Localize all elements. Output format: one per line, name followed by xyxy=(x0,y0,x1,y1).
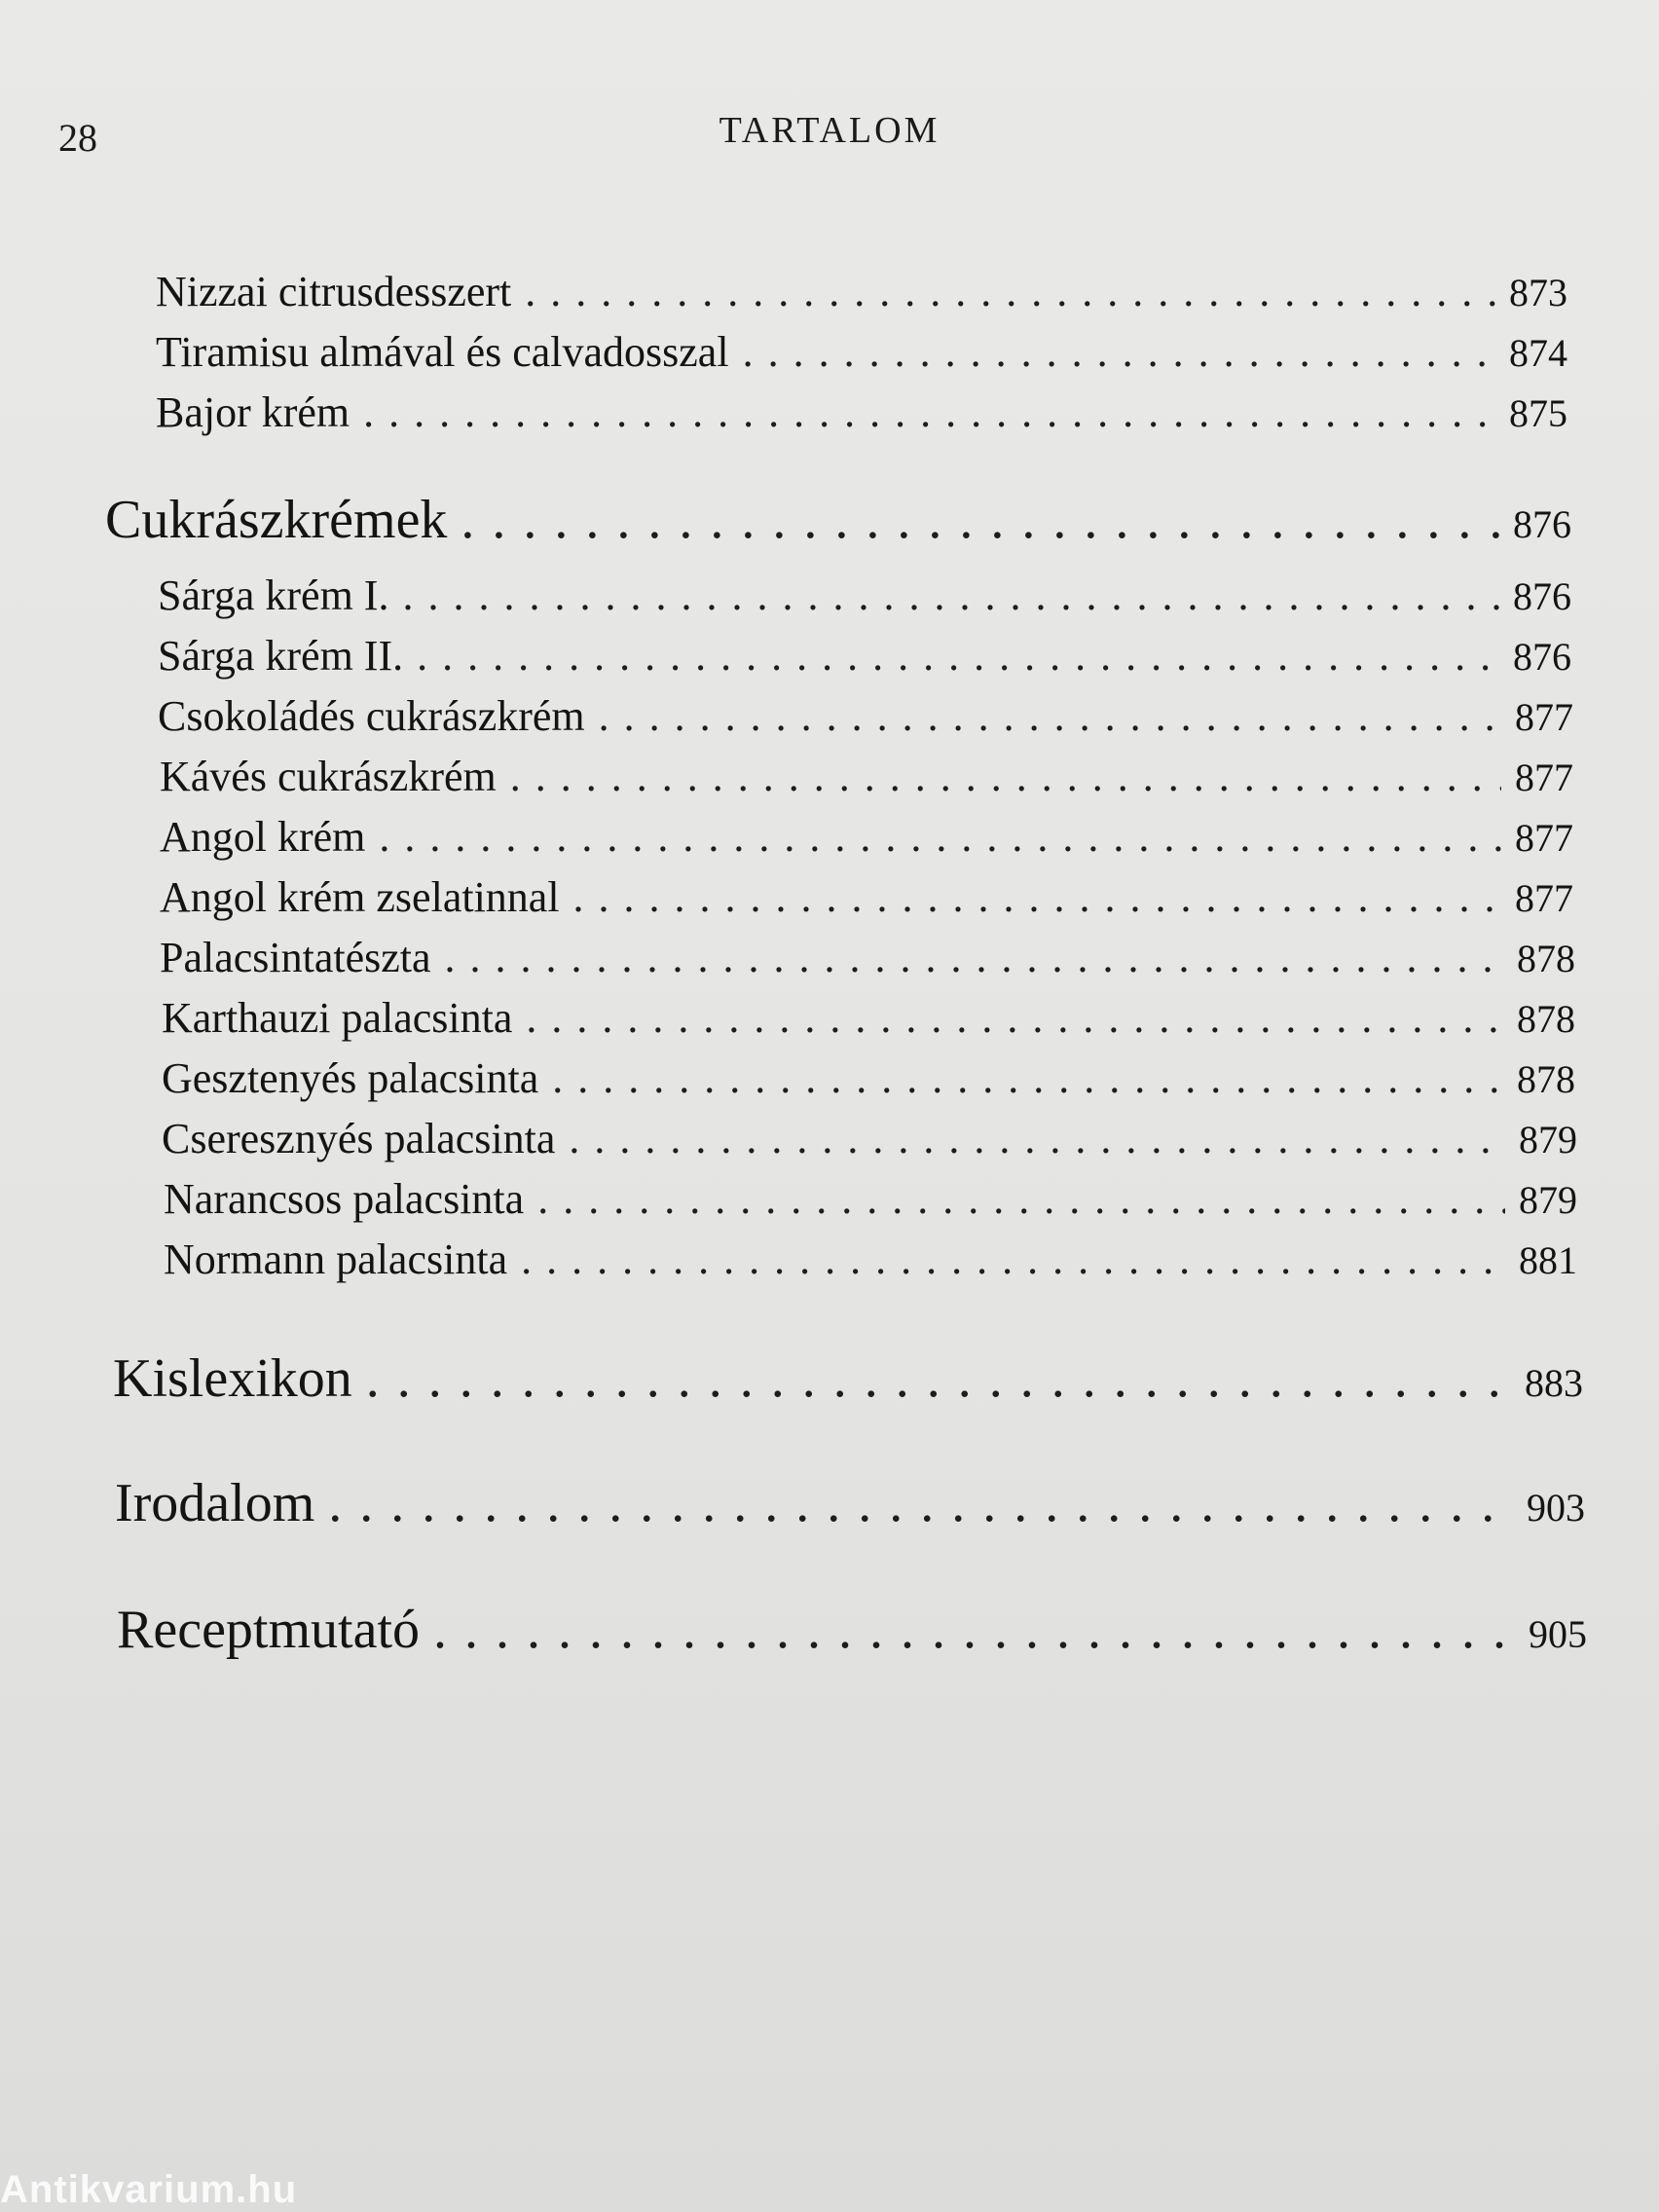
toc-entry-title: Palacsintatészta xyxy=(160,934,431,981)
toc-entry-page: 876 xyxy=(1513,574,1571,618)
toc-entry xyxy=(156,387,1567,437)
toc-entry xyxy=(162,1114,1577,1163)
page-number: 28 xyxy=(58,116,97,160)
toc-entry-title: Kávés cukrászkrém xyxy=(160,753,497,800)
toc-entry-title: Cseresznyés palacsinta xyxy=(162,1115,556,1162)
dot-leader xyxy=(537,1174,1505,1224)
toc-section-title: Irodalom xyxy=(115,1473,315,1533)
dot-leader xyxy=(525,267,1495,316)
dot-leader xyxy=(573,872,1501,922)
toc-entry xyxy=(156,327,1567,377)
toc-entry-page: 877 xyxy=(1515,756,1573,799)
toc-entry-title: Bajor krém xyxy=(156,388,350,436)
toc-entry xyxy=(156,267,1567,316)
toc-entry-page: 878 xyxy=(1517,937,1575,980)
toc-entry xyxy=(160,933,1575,982)
toc-entry-title: Angol krém xyxy=(160,813,366,861)
toc-section-page: 883 xyxy=(1525,1361,1583,1405)
toc-entry-page: 874 xyxy=(1509,331,1567,375)
toc-entry xyxy=(162,993,1575,1043)
dot-leader xyxy=(743,327,1495,377)
dot-leader xyxy=(417,631,1499,681)
dot-leader xyxy=(433,1599,1515,1661)
toc-entry-title: Normann palacsinta xyxy=(164,1235,508,1283)
toc-entry-page: 877 xyxy=(1515,695,1573,739)
toc-entry xyxy=(164,1174,1577,1224)
toc-entry-page: 878 xyxy=(1517,997,1575,1041)
toc-entry-page: 876 xyxy=(1513,635,1571,679)
toc-entry-page: 878 xyxy=(1517,1057,1575,1101)
toc-entry xyxy=(160,872,1573,922)
toc-entry-title: Gesztenyés palacsinta xyxy=(162,1054,539,1102)
dot-leader xyxy=(569,1114,1505,1163)
toc-section-page: 903 xyxy=(1527,1486,1585,1530)
toc-section xyxy=(117,1599,1587,1661)
toc-entry-title: Csokoládés cukrászkrém xyxy=(158,692,585,740)
toc-entry-title: Nizzai citrusdesszert xyxy=(156,268,512,315)
toc-entry-title: Sárga krém II. xyxy=(158,632,404,680)
toc-section-page: 905 xyxy=(1529,1612,1587,1656)
toc-entry-page: 873 xyxy=(1509,271,1567,314)
toc-entry xyxy=(158,691,1573,741)
dot-leader xyxy=(526,993,1503,1043)
toc-entry-page: 881 xyxy=(1519,1238,1577,1282)
toc-entry xyxy=(162,1053,1575,1103)
toc-entry-title: Sárga krém I. xyxy=(158,571,389,619)
dot-leader xyxy=(379,812,1501,862)
toc-entry-page: 877 xyxy=(1515,816,1573,860)
dot-leader xyxy=(521,1235,1505,1284)
toc-entry xyxy=(164,1235,1577,1284)
dot-leader xyxy=(461,489,1499,551)
dot-leader xyxy=(363,387,1495,437)
toc-section-page: 876 xyxy=(1513,502,1571,546)
dot-leader xyxy=(445,933,1503,982)
toc-entry-page: 879 xyxy=(1519,1178,1577,1222)
toc-section-title: Receptmutató xyxy=(117,1600,421,1660)
toc-section-title: Cukrászkrémek xyxy=(105,490,448,550)
toc-entry-title: Narancsos palacsinta xyxy=(164,1175,525,1223)
toc-entry-page: 875 xyxy=(1509,391,1567,435)
toc-section-title: Kislexikon xyxy=(113,1348,352,1409)
toc-section xyxy=(113,1347,1583,1410)
toc-entry xyxy=(158,571,1571,620)
toc-entry-title: Karthauzi palacsinta xyxy=(162,994,513,1042)
toc-entry-title: Tiramisu almával és calvadosszal xyxy=(156,328,729,376)
dot-leader xyxy=(402,571,1499,620)
running-head: TARTALOM xyxy=(719,110,940,151)
toc-section xyxy=(105,489,1571,551)
toc-entry xyxy=(160,752,1573,801)
toc-entry-page: 877 xyxy=(1515,876,1573,920)
dot-leader xyxy=(366,1347,1511,1410)
dot-leader xyxy=(599,691,1501,741)
toc-entry-title: Angol krém zselatinnal xyxy=(160,873,560,921)
dot-leader xyxy=(328,1472,1513,1534)
toc-entry xyxy=(160,812,1573,862)
toc-section xyxy=(115,1472,1585,1534)
watermark: Antikvarium.hu xyxy=(0,2168,298,2211)
toc-entry xyxy=(158,631,1571,681)
dot-leader xyxy=(510,752,1501,801)
toc-entry-page: 879 xyxy=(1519,1118,1577,1161)
dot-leader xyxy=(552,1053,1503,1103)
